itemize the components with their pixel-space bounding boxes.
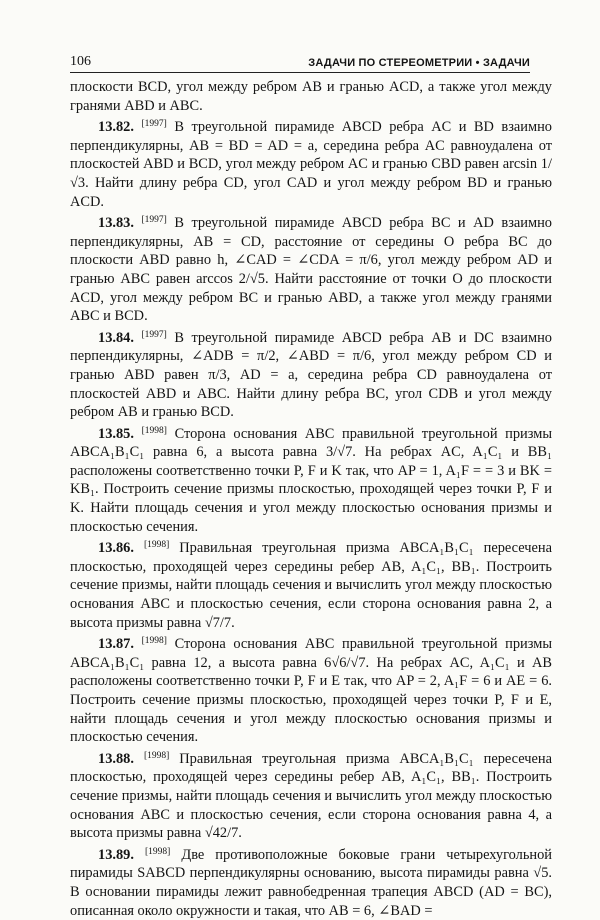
problem-number: 13.87.: [98, 636, 134, 653]
problem-year: [1998]: [143, 750, 170, 761]
problem-13-84: [70, 326, 552, 422]
problem-number: 13.82.: [98, 119, 134, 136]
problem-year: [1998]: [143, 540, 170, 551]
problem-year: [1997]: [141, 119, 167, 130]
problem-year: [1998]: [145, 846, 171, 857]
problem-year: [1997]: [141, 329, 167, 340]
problem-year: [1998]: [141, 636, 167, 647]
problem-number: 13.88.: [98, 750, 134, 767]
problem-number: 13.85.: [98, 425, 134, 442]
problem-text: В треугольной пирамиде ABCD ребра BC и AD взаимно перпендикулярны, AB = CD, расстояние от середины O ребра BC до плоскости ABD равно h, ∠CAD = ∠CDA = π/6, угол между ребром AD и гранью ABC равен arccos 2/√5. Найти расстояние от точки O до плоскости ACD, угол между ребром BC и гранью ABD, а также угол между гранями ABC и BCD.: [70, 215, 552, 325]
problem-text: плоскости BCD, угол между ребром AB и гранью ACD, а также угол между гранями ABD и ABC.: [70, 79, 552, 114]
problem-13-86: [70, 536, 552, 632]
problem-list: [70, 78, 552, 920]
page-header: [70, 48, 530, 73]
problem-text: В треугольной пирамиде ABCD ребра AC и BD взаимно перпендикулярны, AB = BD = AD = a, середина ребра AC равноудалена от плоскостей ABD и BCD, угол между ребром AC и гранью CBD равен arcsin 1/√3. Найти длину ребра CD, угол CAD и угол между ребром BD и гранью ACD.: [70, 119, 552, 210]
problem-13-85: [70, 422, 552, 537]
problem-continuation: [70, 78, 552, 115]
problem-number: 13.89.: [98, 846, 134, 863]
problem-year: [1997]: [141, 215, 167, 226]
problem-13-83: [70, 211, 552, 326]
problem-text: Правильная треугольная призма ABCA₁B₁C₁ пересечена плоскостью, проходящей через середины ребер AB, A₁C₁, BB₁. Построить сечение призмы, найти площадь сечения и вычислить угол между плоскостью основания ABC и плоскостью сечения, если сторона основания равна 2, а высота призмы равна √7/7.: [70, 540, 552, 631]
problem-text: Сторона основания ABC правильной треугольной призмы ABCA₁B₁C₁ равна 6, а высота равна 3/√7. На ребрах AC, A₁C₁ и BB₁ расположены соответственно точки P, F и K так, что AP = 1, A₁F = = 3 и BK = KB₁. Построить сечение призмы плоскостью, проходящей через точки P, F и K. Найти площадь сечения и угол между плоскостью основания призмы и плоскостью сечения.: [70, 425, 552, 535]
problem-13-87: [70, 632, 552, 747]
problem-text: Правильная треугольная призма ABCA₁B₁C₁ пересечена плоскостью, проходящей через середины ребер AB, A₁C₁, BB₁. Построить сечение призмы, найти площадь сечения и вычислить угол между плоскостью основания ABC и плоскостью сечения, если сторона основания равна 4, а высота призмы равна √42/7.: [70, 750, 552, 842]
problem-number: 13.83.: [98, 215, 134, 232]
running-title: ЗАДАЧИ ПО СТЕРЕОМЕТРИИ • ЗАДАЧИ: [308, 57, 530, 69]
problem-text: Сторона основания ABC правильной треугольной призмы ABCA₁B₁C₁ равна 12, а высота равна 6√6/√7. На ребрах AC, A₁C₁ и AB расположены соответственно точки P, F и E так, что AP = 2, A₁F = 6 и AE = 6. Построить сечение призмы плоскостью, проходящей через точки P, F и E, найти площадь сечения и угол между плоскостью основания призмы и плоскостью сечения.: [70, 636, 552, 746]
problem-13-89: [70, 843, 552, 920]
problem-number: 13.84.: [98, 329, 134, 346]
problem-year: [1998]: [141, 425, 167, 436]
problem-13-82: [70, 115, 552, 211]
problem-text: В треугольной пирамиде ABCD ребра AB и DC взаимно перпендикулярны, ∠ADB = π/2, ∠ABD = π/6, угол между ребром CD и гранью ABD равен π/3, AD = a, середина ребра CD равноудалена от плоскостей ABD и ABC. Найти длину ребра BC, угол CDB и угол между ребром AB и гранью BCD.: [70, 329, 552, 421]
problem-13-88: [70, 747, 552, 843]
problem-text: Две противоположные боковые грани четырехугольной пирамиды SABCD перпендикулярны основанию, высота пирамиды равна √5. В основании пирамиды лежит равнобедренная трапеция ABCD (AD = BC), описанная около окружности и такая, что AB = 6, ∠BAD =: [70, 846, 552, 919]
problem-number: 13.86.: [98, 540, 134, 557]
page-number: 106: [70, 54, 91, 69]
